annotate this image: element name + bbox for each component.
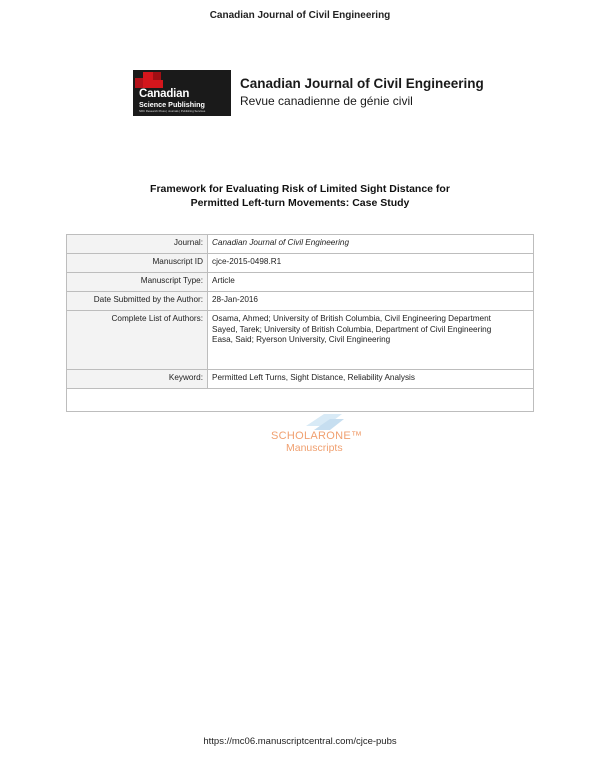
table-row xyxy=(67,370,534,389)
title-line-2: Permitted Left-turn Movements: Case Study xyxy=(190,197,410,209)
table-row xyxy=(67,273,534,292)
manuscript-id-label: Manuscript ID xyxy=(67,254,208,273)
table-row xyxy=(67,254,534,273)
author-entry: Osama, Ahmed; University of British Columbia, Civil Engineering Department xyxy=(212,314,491,323)
table-row xyxy=(67,235,534,254)
table-row xyxy=(67,292,534,311)
scholarone-sub: Manuscripts xyxy=(286,442,343,454)
manuscript-title xyxy=(0,182,600,210)
authors-label: Complete List of Authors: xyxy=(67,311,208,370)
journal-name-en: Canadian Journal of Civil Engineering xyxy=(240,76,484,91)
date-submitted-value: 28-Jan-2016 xyxy=(208,292,534,311)
empty-cell xyxy=(67,389,534,412)
footer-url: https://mc06.manuscriptcentral.com/cjce-pubs xyxy=(203,736,397,747)
table-row xyxy=(67,311,534,370)
logo-text-canadian: Canadian xyxy=(139,88,190,100)
publisher-logo xyxy=(133,70,231,116)
journal-label: Journal: xyxy=(67,235,208,254)
journal-value: Canadian Journal of Civil Engineering xyxy=(208,235,534,254)
logo-text-science-publishing: Science Publishing xyxy=(139,100,205,109)
manuscript-type-label: Manuscript Type: xyxy=(67,273,208,292)
date-submitted-label: Date Submitted by the Author: xyxy=(67,292,208,311)
table-row xyxy=(67,389,534,412)
author-entry: Sayed, Tarek; University of British Columbia, Department of Civil Engineering xyxy=(212,324,492,334)
manuscript-id-value: cjce-2015-0498.R1 xyxy=(208,254,534,273)
author-entry: Easa, Said; Ryerson University, Civil Engineering xyxy=(212,335,391,344)
running-header: Canadian Journal of Civil Engineering xyxy=(209,10,391,21)
journal-name-fr: Revue canadienne de génie civil xyxy=(240,94,413,108)
keyword-label: Keyword: xyxy=(67,370,208,389)
scholarone-brand: SCHOLARONE™ xyxy=(271,430,363,442)
keyword-value: Permitted Left Turns, Sight Distance, Reliability Analysis xyxy=(208,370,534,389)
manuscript-type-value: Article xyxy=(208,273,534,292)
title-line-1: Framework for Evaluating Risk of Limited Sight Distance for xyxy=(150,183,450,195)
manuscript-info-table xyxy=(66,234,534,412)
authors-value xyxy=(208,311,534,370)
logo-text-tagline: NRC Research Press | Journals | Publishing Services xyxy=(139,109,206,113)
